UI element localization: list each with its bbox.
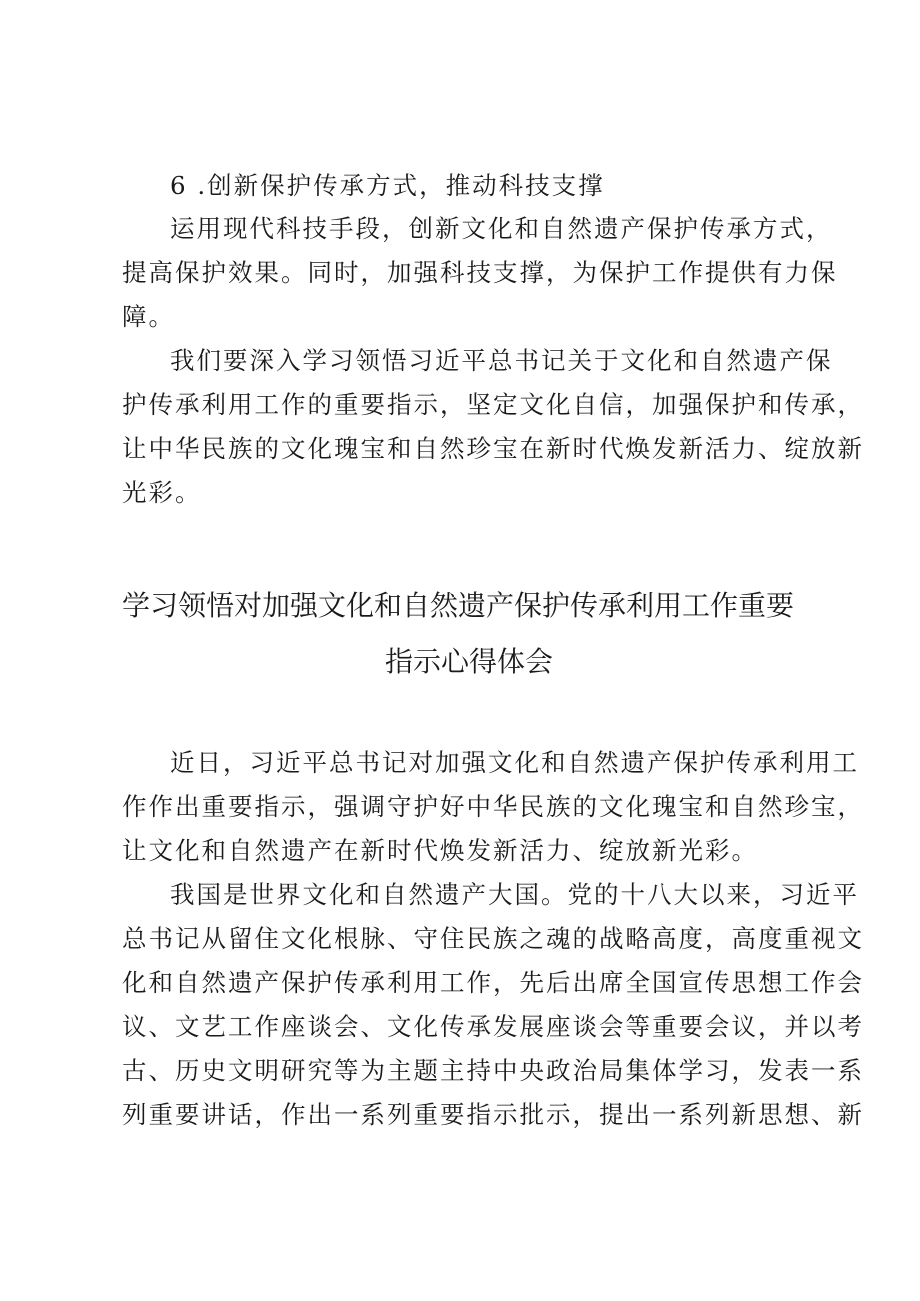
- conclusion-text-line: 光彩。: [122, 478, 202, 507]
- conclusion-text-line: 让中华民族的文化瑰宝和自然珍宝在新时代焕发新活力、绽放新: [122, 434, 864, 463]
- paragraph-1-line: 近日，习近平总书记对加强文化和自然遗产保护传承利用工: [170, 748, 859, 777]
- paragraph-2-line: 总书记从留住文化根脉、守住民族之魂的战略高度，高度重视文: [122, 924, 864, 953]
- section-6-text-line: 运用现代科技手段，创新文化和自然遗产保护传承方式，: [170, 214, 833, 243]
- article-title-continued: 指示心得体会: [385, 645, 554, 678]
- paragraph-2-line: 古、历史文明研究等为主题主持中央政治局集体学习，发表一系: [122, 1056, 864, 1085]
- section-6-heading: 6 .创新保护传承方式，推动科技支撑: [170, 171, 605, 200]
- section-6-text-line: 障。: [122, 302, 175, 331]
- paragraph-2-line: 列重要讲话，作出一系列重要指示批示，提出一系列新思想、新: [122, 1100, 864, 1129]
- conclusion-text-line: 我们要深入学习领悟习近平总书记关于文化和自然遗产保: [170, 346, 833, 375]
- paragraph-2-line: 我国是世界文化和自然遗产大国。党的十八大以来，习近平: [170, 880, 859, 909]
- section-6-text-line: 提高保护效果。同时，加强科技支撑，为保护工作提供有力保: [122, 258, 838, 287]
- conclusion-text-line: 护传承利用工作的重要指示，坚定文化自信，加强保护和传承，: [122, 390, 864, 419]
- paragraph-2-line: 化和自然遗产保护传承利用工作，先后出席全国宣传思想工作会: [122, 968, 864, 997]
- article-title: 学习领悟对加强文化和自然遗产保护传承利用工作重要: [122, 589, 795, 622]
- paragraph-1-line: 让文化和自然遗产在新时代焕发新活力、绽放新光彩。: [122, 836, 758, 865]
- paragraph-2-line: 议、文艺工作座谈会、文化传承发展座谈会等重要会议，并以考: [122, 1012, 864, 1041]
- paragraph-1-line: 作作出重要指示，强调守护好中华民族的文化瑰宝和自然珍宝，: [122, 792, 864, 821]
